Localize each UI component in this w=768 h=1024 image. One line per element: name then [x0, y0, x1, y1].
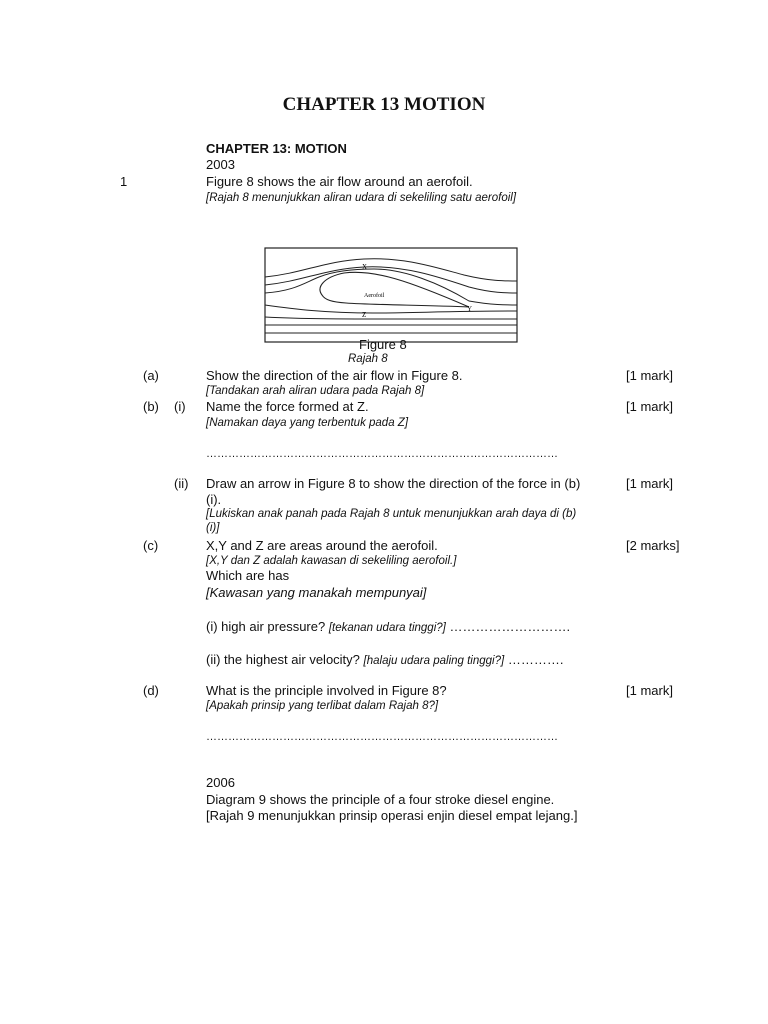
part-a-label: (a): [143, 368, 159, 383]
part-b-marks-i: [1 mark]: [626, 399, 673, 414]
part-c-translation: [X,Y dan Z adalah kawasan di sekeliling aerofoil.]: [206, 555, 457, 567]
part-b-label: (b): [143, 399, 159, 414]
part-d-question: What is the principle involved in Figure 8?: [206, 683, 447, 698]
label-y: Y: [467, 305, 473, 313]
answer-line-d[interactable]: ……………………………………………………………………………………: [206, 731, 558, 743]
question-intro-translation: [Rajah 8 menunjukkan aliran udara di sekeliling satu aerofoil]: [206, 192, 517, 204]
part-b-sub-i: (i): [174, 399, 186, 414]
year-2003: 2003: [206, 157, 235, 172]
part-c-item-i-row: [206, 619, 570, 635]
label-aerofoil: Aerofoil: [364, 293, 385, 299]
aerofoil-figure: [264, 247, 518, 343]
page-title: CHAPTER 13 MOTION: [282, 94, 486, 115]
part-a-translation: [Tandakan arah aliran udara pada Rajah 8]: [206, 385, 425, 397]
answer-blank-c-i[interactable]: ……………………….: [449, 619, 571, 634]
part-c-which-translation: [Kawasan yang manakah mempunyai]: [206, 585, 427, 600]
figure-caption: Figure 8: [359, 337, 407, 352]
part-c-label: (c): [143, 538, 159, 553]
diagram9-translation: [Rajah 9 menunjukkan prinsip operasi enjin diesel empat lejang.]: [206, 808, 578, 823]
part-b-translation-ii-line1: [Lukiskan anak panah pada Rajah 8 untuk menunjukkan arah daya di (b): [206, 508, 577, 520]
part-b-marks-ii: [1 mark]: [626, 476, 673, 491]
part-c-item-ii-row: [206, 652, 563, 668]
part-c-which: Which are has: [206, 568, 290, 583]
part-c-question: X,Y and Z are areas around the aerofoil.: [206, 538, 438, 553]
part-b-question-i: Name the force formed at Z.: [206, 399, 369, 414]
diagram9-intro: Diagram 9 shows the principle of a four stroke diesel engine.: [206, 792, 555, 807]
figure-caption-translation: Rajah 8: [348, 353, 388, 365]
part-c-item-ii-translation: [halaju udara paling tinggi?]: [363, 655, 505, 667]
question-number: 1: [120, 174, 128, 189]
part-b-translation-ii-line2: (i)]: [206, 522, 220, 534]
part-c-item-i-translation: [tekanan udara tinggi?]: [328, 622, 446, 634]
question-intro: Figure 8 shows the air flow around an aerofoil.: [206, 174, 473, 189]
part-d-translation: [Apakah prinsip yang terlibat dalam Rajah 8?]: [206, 700, 439, 712]
label-z: Z: [362, 311, 367, 319]
figure-border: [265, 248, 517, 342]
part-b-question-ii-line2: (i).: [206, 492, 222, 507]
answer-blank-c-ii[interactable]: ………….: [507, 652, 564, 667]
part-c-marks: [2 marks]: [626, 538, 680, 553]
section-heading: CHAPTER 13: MOTION: [206, 141, 347, 156]
part-b-translation-i: [Namakan daya yang terbentuk pada Z]: [206, 417, 409, 429]
part-d-marks: [1 mark]: [626, 683, 673, 698]
label-x: X: [362, 263, 368, 271]
part-b-sub-ii: (ii): [174, 476, 189, 491]
part-c-item-i: (i) high air pressure?: [206, 619, 326, 634]
part-d-label: (d): [143, 683, 159, 698]
year-2006: 2006: [206, 775, 235, 790]
part-b-question-ii-line1: Draw an arrow in Figure 8 to show the direction of the force in (b): [206, 476, 581, 491]
part-a-question: Show the direction of the air flow in Figure 8.: [206, 368, 463, 383]
part-a-marks: [1 mark]: [626, 368, 673, 383]
part-c-item-ii: (ii) the highest air velocity?: [206, 652, 360, 667]
answer-line-b-i[interactable]: ……………………………………………………………………………………: [206, 448, 558, 460]
